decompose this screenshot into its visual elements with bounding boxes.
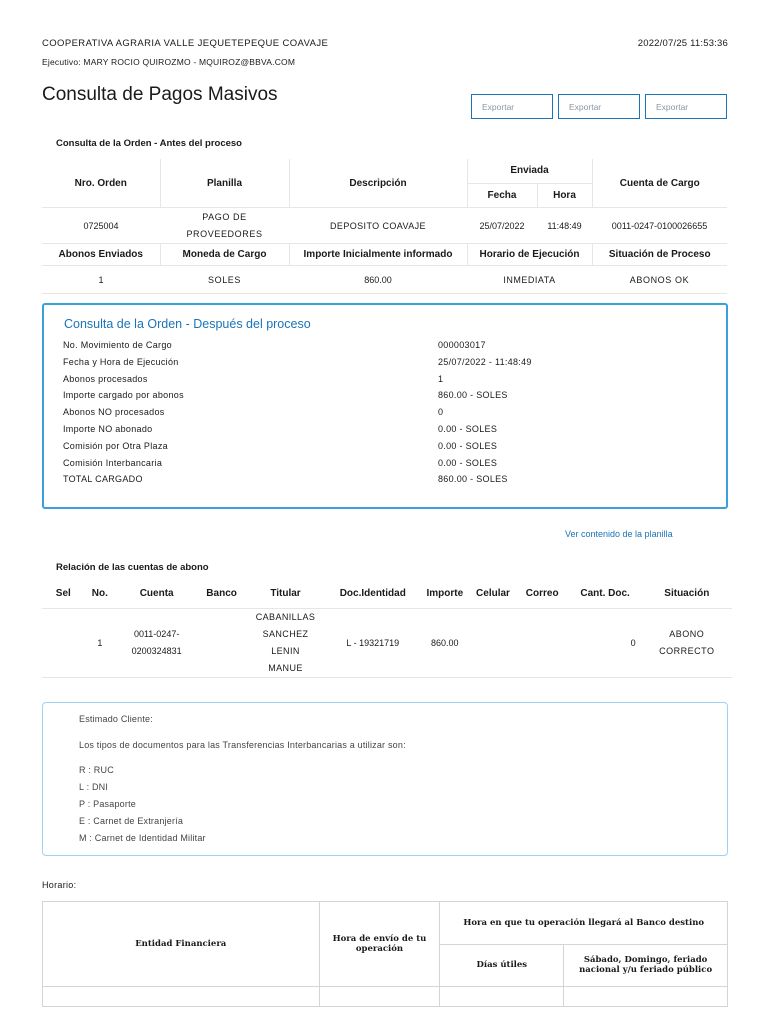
relacion-header-cant-doc-: Cant. Doc. xyxy=(569,580,642,608)
header-horario: Horario de Ejecución xyxy=(467,244,592,266)
after-row-label: Abonos procesados xyxy=(63,373,148,384)
export-button-3[interactable]: Exportar xyxy=(645,94,727,119)
header-hora-envio: Hora de envío de tu operación xyxy=(319,902,440,987)
after-row-value: 25/07/2022 - 11:48:49 xyxy=(438,356,532,367)
header-cuenta-cargo: Cuenta de Cargo xyxy=(592,159,727,208)
after-row-value: 0.00 - SOLES xyxy=(438,424,498,434)
after-row-label: Comisión Interbancaria xyxy=(63,457,163,468)
cell-nro-orden: 0725004 xyxy=(42,208,160,244)
relacion-header-celular: Celular xyxy=(470,580,516,608)
ver-contenido-link[interactable]: Ver contenido de la planilla xyxy=(565,529,673,539)
header-enviada: Enviada xyxy=(467,159,592,183)
header-descripcion: Descripción xyxy=(289,159,467,208)
header-dias-utiles: Días útiles xyxy=(440,944,564,987)
header-hora: Hora xyxy=(537,183,592,207)
cell-situacion: ABONOS OK xyxy=(592,266,727,294)
cell-abonos: 1 xyxy=(42,266,160,294)
after-row-label: TOTAL CARGADO xyxy=(63,474,143,485)
relacion-section-title: Relación de las cuentas de abono xyxy=(56,562,209,573)
note-intro: Los tipos de documentos para las Transferencias Interbancarias a utilizar son: xyxy=(79,740,406,750)
cell-situacion-abono xyxy=(642,608,732,677)
horario-label: Horario: xyxy=(42,880,77,890)
relacion-header-no-: No. xyxy=(85,580,115,608)
cuenta-line-1: 0011-0247- xyxy=(133,628,180,639)
cell-descripcion: DEPOSITO COAVAJE xyxy=(289,208,467,244)
doc-type-m: M : Carnet de Identidad Militar xyxy=(79,833,206,843)
note-greeting: Estimado Cliente: xyxy=(79,714,153,724)
titular-line-3: LENIN xyxy=(271,645,300,656)
after-row-value: 860.00 - SOLES xyxy=(438,474,508,485)
cell-banco xyxy=(198,608,245,677)
after-process-panel xyxy=(42,303,728,509)
header-fecha: Fecha xyxy=(467,183,537,207)
relacion-header-correo: Correo xyxy=(516,580,569,608)
header-moneda: Moneda de Cargo xyxy=(160,244,289,266)
after-row-value: 0 xyxy=(438,407,444,418)
header-abonos-enviados: Abonos Enviados xyxy=(42,244,160,266)
cell-no: 1 xyxy=(85,608,115,677)
after-row-label: Importe cargado por abonos xyxy=(63,390,184,401)
after-row-value: 860.00 - SOLES xyxy=(438,390,508,401)
cell-moneda: SOLES xyxy=(160,266,289,294)
header-hora-llegada: Hora en que tu operación llegará al Banco destino xyxy=(440,902,728,945)
cell-importe-abono: 860.00 xyxy=(419,608,470,677)
titular-line-4: MANUE xyxy=(268,662,303,673)
before-order-table xyxy=(42,159,727,294)
cell-cant-doc: 0 xyxy=(569,608,642,677)
cell-planilla xyxy=(160,208,289,244)
before-section-title: Consulta de la Orden - Antes del proceso xyxy=(56,138,242,149)
relacion-table xyxy=(42,580,732,678)
after-row-label: Comisión por Otra Plaza xyxy=(63,440,168,451)
after-row-label: No. Movimiento de Cargo xyxy=(63,340,172,350)
cell-sel[interactable] xyxy=(42,608,85,677)
cell-fecha: 25/07/2022 xyxy=(467,208,537,244)
cell-titular xyxy=(245,608,326,677)
document-types-note xyxy=(42,702,728,856)
header-importe-informado: Importe Inicialmente informado xyxy=(289,244,467,266)
cell-correo xyxy=(516,608,569,677)
relacion-header-doc-identidad: Doc.Identidad xyxy=(326,580,419,608)
company-name: COOPERATIVA AGRARIA VALLE JEQUETEPEQUE COAVAJE xyxy=(42,38,329,49)
executive-info: Ejecutivo: MARY ROCIO QUIROZMO - MQUIROZ@BBVA.COM xyxy=(42,57,296,67)
after-row-label: Fecha y Hora de Ejecución xyxy=(63,356,179,367)
relacion-header-cuenta: Cuenta xyxy=(115,580,198,608)
cell-horario: INMEDIATA xyxy=(467,266,592,294)
after-row-label: Abonos NO procesados xyxy=(63,407,165,418)
horario-row-cell xyxy=(440,987,564,1007)
cell-hora: 11:48:49 xyxy=(537,208,592,244)
after-section-title: Consulta de la Orden - Después del proceso xyxy=(64,317,311,331)
header-entidad-financiera: Entidad Financiera xyxy=(43,902,320,987)
after-row-value: 1 xyxy=(438,373,444,384)
relacion-header-importe: Importe xyxy=(419,580,470,608)
export-button-2[interactable]: Exportar xyxy=(558,94,640,119)
situacion-line-2: CORRECTO xyxy=(659,645,715,656)
horario-row-cell xyxy=(43,987,320,1007)
after-row-value: 0.00 - SOLES xyxy=(438,457,498,468)
header-nro-orden: Nro. Orden xyxy=(42,159,160,208)
relacion-header-titular: Titular xyxy=(245,580,326,608)
titular-line-2: SANCHEZ xyxy=(262,628,309,639)
cuenta-line-2: 0200324831 xyxy=(131,645,182,656)
cell-cuenta xyxy=(115,608,198,677)
cell-celular xyxy=(470,608,516,677)
horario-table xyxy=(42,901,728,1007)
cell-importe: 860.00 xyxy=(289,266,467,294)
relacion-header-sel: Sel xyxy=(42,580,85,608)
planilla-line-2: PROVEEDORES xyxy=(186,228,263,239)
report-datetime: 2022/07/25 11:53:36 xyxy=(637,38,728,49)
relacion-header-banco: Banco xyxy=(198,580,245,608)
titular-line-1: CABANILLAS xyxy=(255,611,316,622)
after-row-label: Importe NO abonado xyxy=(63,424,153,434)
planilla-line-1: PAGO DE xyxy=(202,211,247,222)
situacion-line-1: ABONO xyxy=(669,628,705,639)
horario-row-cell xyxy=(319,987,440,1007)
export-button-1[interactable]: Exportar xyxy=(471,94,553,119)
doc-type-e: E : Carnet de Extranjería xyxy=(79,816,184,826)
cell-doc-identidad: L - 19321719 xyxy=(326,608,419,677)
doc-type-r: R : RUC xyxy=(79,765,114,775)
page-title: Consulta de Pagos Masivos xyxy=(42,84,278,105)
relacion-header-situaci-n: Situación xyxy=(642,580,732,608)
cell-cuenta-cargo: 0011-0247-0100026655 xyxy=(592,208,727,244)
header-sabado-domingo: Sábado, Domingo, feriado nacional y/u feriado público xyxy=(564,944,728,987)
doc-type-p: P : Pasaporte xyxy=(79,799,136,809)
doc-type-l: L : DNI xyxy=(79,782,109,792)
header-situacion: Situación de Proceso xyxy=(592,244,727,266)
header-planilla: Planilla xyxy=(160,159,289,208)
horario-row-cell xyxy=(564,987,728,1007)
after-row-value: 0.00 - SOLES xyxy=(438,440,498,451)
after-row-value: 000003017 xyxy=(438,340,486,350)
